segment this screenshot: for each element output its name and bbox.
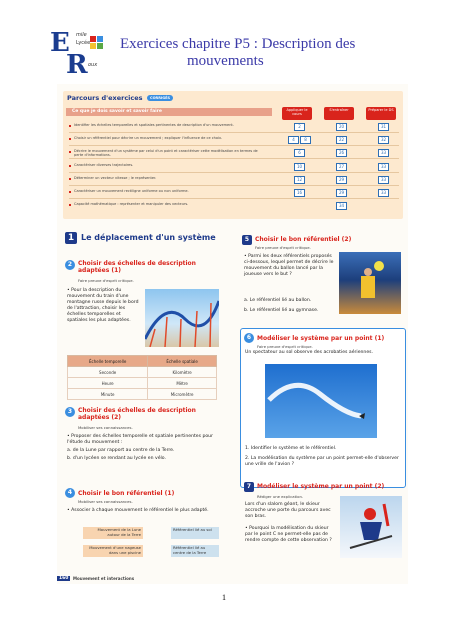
- exercise-link[interactable]: 4: [288, 136, 299, 144]
- textbook-page: [57, 84, 408, 584]
- exercise-5-text: • Parmi les deux référentiels proposés ci-dessous, lequel permet de décrire le mouvement du ballon lancé par la joueuse vers le but ?: [244, 254, 334, 277]
- col-head-preparer: Préparer le DS: [366, 107, 396, 120]
- corriges-badge: CORRIGÉS: [147, 95, 173, 101]
- exercise-link[interactable]: 22: [336, 136, 347, 144]
- movement-lune[interactable]: Mouvement de la Lune autour de la Terre: [83, 527, 143, 539]
- exercise-5-a: a. Le référentiel lié au ballon.: [244, 298, 312, 303]
- skills-bar: Ce que je dois savoir et savoir faire: [66, 108, 272, 116]
- referential-sol[interactable]: Référentiel lié au sol: [171, 527, 219, 539]
- exercise-link[interactable]: 10: [294, 163, 305, 171]
- exercise-5-number: 5: [242, 235, 252, 245]
- exercise-link[interactable]: 29: [336, 189, 347, 197]
- section-number: 1: [65, 232, 77, 244]
- exercise-7-text: Lors d'un slalom géant, le skieur accroche une porte du parcours avec son bras.: [245, 502, 331, 519]
- scales-table: [67, 355, 217, 400]
- textbook-page-number: 160: [59, 576, 69, 581]
- exercise-3-skill: Mobiliser ses connaissances.: [78, 425, 133, 430]
- exercise-3-a: a. de la Lune par rapport au centre de la Terre.: [67, 448, 175, 453]
- exercise-4-title: Choisir le bon référentiel (1): [78, 490, 175, 497]
- exercise-link[interactable]: 34: [336, 202, 347, 210]
- th-temporal: Échelle temporelle: [68, 356, 148, 367]
- exercise-6-intro: Un spectateur au sol observe des acrobaties aériennes.: [245, 350, 374, 355]
- exercise-5-title: Choisir le bon référentiel (2): [255, 236, 352, 243]
- exercise-4-skill: Mobiliser ses connaissances.: [78, 499, 133, 504]
- exercise-3-text: • Proposer des échelles temporelle et spatiale pertinentes pour l'étude du mouvement :: [67, 434, 213, 445]
- exercise-link[interactable]: 12: [294, 176, 305, 184]
- col-head-entrainer: S'entraîner: [324, 107, 354, 120]
- exercise-link[interactable]: 31: [378, 123, 389, 131]
- exercise-link[interactable]: 26: [336, 149, 347, 157]
- skill-row: Déterminer un vecteur vitesse ; le représenter. 12 29 33: [69, 175, 399, 186]
- exercise-6-number: 6: [244, 333, 254, 343]
- exercise-7-title: Modéliser le système par un point (2): [257, 483, 385, 490]
- exercise-3-number: 3: [65, 407, 75, 417]
- skill-row: Décrire le mouvement d'un système par celui d'un point et caractériser cette modélisation en termes de perte d'informations. 6 26 33: [69, 148, 399, 159]
- exercise-link[interactable]: 33: [378, 149, 389, 157]
- exercise-link[interactable]: 33: [378, 176, 389, 184]
- skill-row: Identifier les échelles temporelles et spatiales pertinentes de description d'un mouvement. 2 20 31: [69, 122, 399, 133]
- logo-square-yellow: [90, 43, 96, 49]
- exercise-link[interactable]: 6: [294, 149, 305, 157]
- referential-terre[interactable]: Référentiel lié au centre de la Terre: [171, 545, 219, 557]
- exercise-6-title: Modéliser le système par un point (1): [257, 335, 385, 342]
- exercise-6-q1: 1. Identifier le système et le référentiel.: [245, 446, 337, 451]
- skill-row: Choisir un référentiel pour décrire un mouvement ; expliquer l'influence de ce choix. 4 8 22 32: [69, 135, 399, 146]
- exercise-6-skill: Faire preuve d'esprit critique.: [257, 344, 313, 349]
- exercise-2-number: 2: [65, 260, 75, 270]
- textbook-footer-label: Mouvement et interactions: [73, 576, 135, 581]
- exercise-link[interactable]: 2: [294, 123, 305, 131]
- document-title: [120, 36, 410, 70]
- airplane-image: [265, 364, 377, 438]
- exercise-7-skill: Rédiger une explication.: [257, 494, 304, 499]
- exercise-link[interactable]: 8: [300, 136, 311, 144]
- skill-row: Caractériser un mouvement rectiligne uniforme ou non uniforme. 16 29 33: [69, 188, 399, 199]
- logo-text-mile: mile: [76, 32, 87, 38]
- exercise-link[interactable]: 32: [378, 136, 389, 144]
- logo-letter-e: E: [50, 28, 70, 58]
- table-row: Seconde Kilomètre: [68, 367, 217, 378]
- exercise-2-text: • Pour la description du mouvement du train d'une montagne russe depuis le bord de l'attraction, choisir les échelles temporelles et spatiales les plus adaptées.: [67, 288, 139, 323]
- logo-square-blue: [97, 36, 103, 42]
- logo-square-red: [90, 36, 96, 42]
- logo-square-green: [97, 43, 103, 49]
- movement-nageuse[interactable]: Mouvement d'une nageuse dans une piscine: [83, 545, 143, 557]
- skill-row: Capacité mathématique : représenter et manipuler des vecteurs. 34: [69, 201, 399, 211]
- exercise-7-number: 7: [244, 482, 254, 492]
- table-row: Minute Micromètre: [68, 389, 217, 400]
- exercise-4-number: 4: [65, 488, 75, 498]
- exercise-2-title: Choisir des échelles de description adaptées (1): [78, 260, 196, 274]
- handball-image: [339, 252, 401, 314]
- title-line-1: Exercices chapitre P5 : Description des: [120, 36, 356, 52]
- exercise-link[interactable]: 33: [378, 163, 389, 171]
- page-number: 1: [222, 593, 226, 602]
- exercise-link[interactable]: 29: [336, 176, 347, 184]
- exercise-path-box: [63, 91, 403, 219]
- exercise-6-q2: 2. La modélisation du système par un point permet-elle d'observer une vrille de l'avion ?: [245, 456, 399, 467]
- roller-coaster-image: [145, 289, 219, 347]
- table-row: Heure Mètre: [68, 378, 217, 389]
- title-line-2: mouvements: [187, 53, 264, 69]
- exercise-5-skill: Faire preuve d'esprit critique.: [255, 245, 311, 250]
- skier-image: [340, 496, 402, 558]
- section-title: Le déplacement d'un système: [81, 233, 216, 242]
- school-logo: [48, 28, 108, 78]
- col-head-appliquer: Appliquer le cours: [282, 107, 312, 120]
- exercise-link[interactable]: 20: [336, 123, 347, 131]
- exercise-7-question: • Pourquoi la modélisation du skieur par le point C ne permet-elle pas de rendre compte de cette observation ?: [245, 526, 332, 543]
- logo-text-oux: oux: [88, 62, 98, 68]
- parcours-heading: Parcours d'exercices: [67, 94, 143, 102]
- skill-row: Caractériser diverses trajectoires. 10 27 33: [69, 162, 399, 173]
- exercise-4-text: • Associer à chaque mouvement le référentiel le plus adapté.: [67, 508, 209, 513]
- exercise-3-b: b. d'un lycéen se rendant au lycée en vélo.: [67, 456, 166, 461]
- th-spatial: Échelle spatiale: [148, 356, 217, 367]
- exercise-link[interactable]: 27: [336, 163, 347, 171]
- logo-text-lycee: Lycée: [76, 40, 91, 46]
- exercise-link[interactable]: 33: [378, 189, 389, 197]
- exercise-link[interactable]: 16: [294, 189, 305, 197]
- exercise-3-title: Choisir des échelles de description adaptées (2): [78, 407, 196, 421]
- exercise-2-skill: Faire preuve d'esprit critique.: [78, 278, 134, 283]
- exercise-5-b: b. Le référentiel lié au gymnase.: [244, 308, 319, 313]
- logo-letter-r: R: [66, 50, 88, 80]
